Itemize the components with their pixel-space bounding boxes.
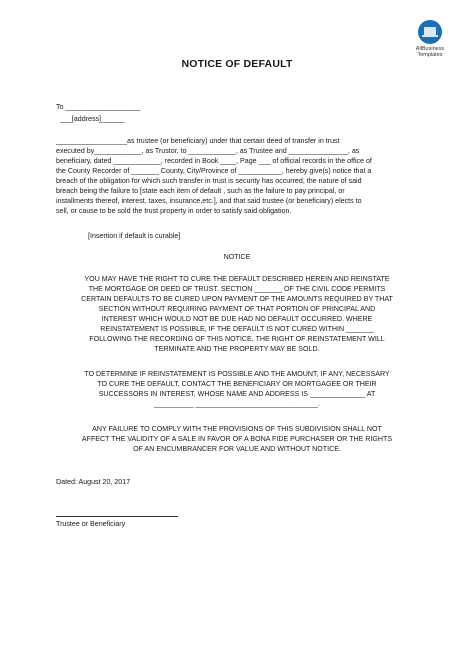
para1-line: beneficiary, dated ____________, recorded in Book ____, Page ___ of official records in the office of <box>56 157 372 165</box>
logo-text: AllBusiness Templates <box>415 46 445 58</box>
dated-line: Dated: August 20, 2017 <box>56 478 131 486</box>
notice-line: FOLLOWING THE RECORDING OF THIS NOTICE, THE RIGHT OF REINSTATEMENT WILL <box>89 335 385 343</box>
para1-line: __________________as trustee (or beneficiary) under that certain deed of transfer in trust <box>56 137 340 145</box>
signature-line <box>56 516 178 517</box>
notice-line: __________ _______________________________. <box>154 400 320 408</box>
notice-line: OF AN ENCUMBRANCER FOR VALUE AND WITHOUT NOTICE. <box>133 445 341 453</box>
para1-line: installments thereof, interest, taxes, insurance,etc.], and that said trustee (or beneficiary) elects to <box>56 197 362 205</box>
notice-line: INTEREST WHICH WOULD NOT BE DUE HAD NO DEFAULT OCCURRED. WHERE <box>101 315 373 323</box>
document-title: NOTICE OF DEFAULT <box>181 58 293 70</box>
notice-line: AFFECT THE VALIDITY OF A SALE IN FAVOR OF A BONA FIDE PURCHASER OR THE RIGHTS <box>81 435 393 443</box>
para1-line: sell, or cause to be sold the trust property in order to satisfy said obligation. <box>56 207 292 215</box>
address-line: ___[address]______ <box>60 115 125 123</box>
laptop-icon <box>418 20 442 44</box>
notice-line: SECTION WITHOUT REQUIRING PAYMENT OF THAT PORTION OF PRINCIPAL AND <box>98 305 376 313</box>
notice-line: CERTAIN DEFAULTS TO BE CURED UPON PAYMENT OF THE AMOUNTS REQUIRED BY THAT <box>81 295 393 303</box>
notice-line: SUCCESSORS IN INTEREST, WHOSE NAME AND ADDRESS IS ______________ AT <box>98 390 376 398</box>
signature-label: Trustee or Beneficiary <box>56 520 126 528</box>
allbusiness-logo <box>410 20 450 58</box>
para1-line: breach of the obligation for which such transfer in trust is security has occurred, the nature of said <box>56 177 362 185</box>
notice-line: TERMINATE AND THE PROPERTY MAY BE SOLD. <box>154 345 320 353</box>
to-line: To ___________________ <box>56 103 141 111</box>
para1-line: breach being the failure to [state each item of default , such as the failure to pay principal, or <box>56 187 345 195</box>
notice-heading: NOTICE <box>223 253 251 261</box>
notice-line: REINSTATEMENT IS POSSIBLE, IF THE DEFAULT IS NOT CURED WITHIN _______ <box>100 325 374 333</box>
insertion-note: [Insertion if default is curable] <box>88 232 181 240</box>
para1-line: executed by____________, as Trustor, to ____________, as Trustee and _______________, as <box>56 147 360 155</box>
notice-line: THE MORTGAGE OR DEED OF TRUST. SECTION _______ OF THE CIVIL CODE PERMITS <box>88 285 386 293</box>
notice-line: YOU MAY HAVE THE RIGHT TO CURE THE DEFAULT DESCRIBED HEREIN AND REINSTATE <box>84 275 390 283</box>
notice-line: TO CURE THE DEFAULT, CONTACT THE BENEFICIARY OR MORTGAGEE OR THEIR <box>97 380 377 388</box>
notice-line: ANY FAILURE TO COMPLY WITH THE PROVISIONS OF THIS SUBDIVISION SHALL NOT <box>92 425 382 433</box>
para1-line: the County Recorder of _______ County, City/Province of ___________, hereby give(s) notice that a <box>56 167 372 175</box>
notice-line: TO DETERMINE IF REINSTATEMENT IS POSSIBLE AND THE AMOUNT, IF ANY, NECESSARY <box>84 370 390 378</box>
